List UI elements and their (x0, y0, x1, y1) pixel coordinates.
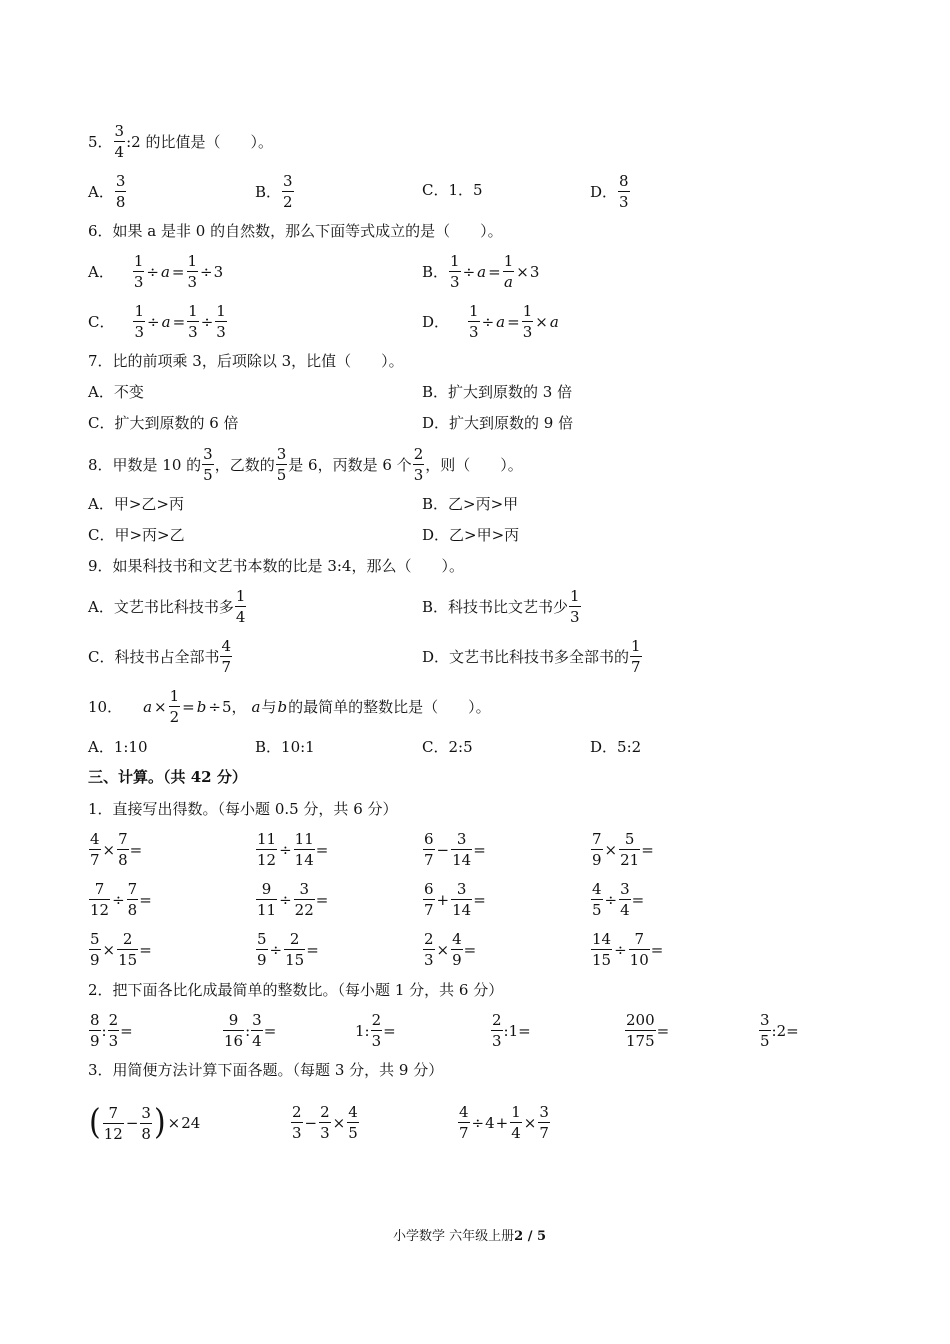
fraction: $\frac{4}{7}$ (90, 830, 100, 869)
fraction: $\frac{4}{9}$ (452, 930, 462, 969)
q9-option-b: B．科技书比文艺书少 1 3 (422, 587, 580, 626)
page-number: 2 / 5 (514, 1229, 547, 1244)
q10-option-b: B．10:1 (255, 738, 315, 756)
fraction: $\frac{7}{9}$ (592, 830, 602, 869)
q9-option-c: C．科技书占全部书 4 7 (88, 637, 232, 676)
fraction: $\frac{4}{5}$ (592, 880, 602, 919)
arithmetic-item: $\frac{4}{7}$ × $\frac{7}{8}$ = (90, 830, 143, 869)
fraction: $\frac{7}{10}$ (629, 930, 649, 969)
part-1-instruction: 1．直接写出得数。（每小题 0.5 分，共 6 分） (88, 800, 398, 818)
ratio-item: 9 16 : $\frac{3}{4}$ = (224, 1011, 277, 1050)
fraction: 3 4 (114, 122, 125, 161)
fraction: $\frac{2}{15}$ (285, 930, 305, 969)
ratio-item: 1 : $\frac{2}{3}$ = (355, 1011, 396, 1050)
q7-option-a: A．不变 (88, 383, 144, 401)
simplify-expression-3: $\frac{4}{7}$ ÷ 4 + $\frac{1}{4}$ × $\frac{3}{7}$ (459, 1103, 549, 1142)
simplify-expression-2: 2 3 − $\frac{2}{3}$ × $\frac{4}{5}$ (292, 1103, 358, 1142)
question-8-stem: 8．甲数是 10 的 3 5 ，乙数的 3 5 是 6，丙数是 6 个 2 3 ，则（ ）。 (88, 445, 523, 484)
q5-option-b: B． 3 2 (255, 172, 293, 211)
arithmetic-item: $\frac{2}{3}$ × $\frac{4}{9}$ = (424, 930, 477, 969)
fraction: 6 7 (424, 830, 434, 869)
fraction: 3 2 (283, 172, 293, 211)
q8-option-a: A．甲>乙>丙 (88, 495, 184, 513)
fraction: $\frac{3}{14}$ (452, 830, 472, 869)
q8-option-b: B．乙>丙>甲 (422, 495, 519, 513)
arithmetic-item: $\frac{5}{9}$ ÷ $\frac{2}{15}$ = (257, 930, 319, 969)
arithmetic-item: $\frac{7}{12}$ ÷ $\frac{7}{8}$ = (90, 880, 152, 919)
section-heading: 三、计算。（共 42 分） (88, 768, 247, 786)
fraction: $\frac{3}{4}$ (620, 880, 630, 919)
q9-option-d: D．文艺书比科技书多全部书的 1 7 (422, 637, 641, 676)
fraction: $\frac{7}{12}$ (90, 880, 110, 919)
q6-option-b: B． $\frac{1}{3}$ ÷ a = $\frac{1}{a}$ × 3 (422, 252, 540, 291)
arithmetic-item: $\frac{4}{5}$ ÷ $\frac{3}{4}$ = (592, 880, 645, 919)
question-10-stem: 10． a × $\frac{1}{2}$ = b ÷ 5 ， a 与 b 的最简单的整数比是（ ）。 (88, 687, 491, 726)
q10-option-c: C．2:5 (422, 738, 473, 756)
fraction: $\frac{11}{14}$ (294, 830, 314, 869)
page-footer (393, 1228, 546, 1246)
fraction: $\frac{9}{11}$ (257, 880, 277, 919)
q10-option-a: A．1:10 (88, 738, 148, 756)
fraction: 3 8 (115, 172, 126, 211)
fraction: $\frac{3}{14}$ (452, 880, 472, 919)
fraction: $\frac{5}{9}$ (257, 930, 267, 969)
q10-option-d: D．5:2 (590, 738, 642, 756)
arithmetic-item: $\frac{14}{15}$ ÷ $\frac{7}{10}$ = (592, 930, 664, 969)
fraction: $\frac{7}{8}$ (127, 880, 138, 919)
q8-option-c: C．甲>丙>乙 (88, 526, 185, 544)
arithmetic-item: $\frac{7}{9}$ × $\frac{5}{21}$ = (592, 830, 654, 869)
arithmetic-item: $\frac{11}{12}$ ÷ $\frac{11}{14}$ = (257, 830, 329, 869)
arithmetic-item: $\frac{5}{9}$ × $\frac{2}{15}$ = (90, 930, 152, 969)
fraction: $\frac{5}{9}$ (90, 930, 100, 969)
fraction: $\frac{2}{3}$ (424, 930, 434, 969)
ratio-item: 8 9 : $\frac{2}{3}$ = (90, 1011, 133, 1050)
q7-option-d: D．扩大到原数的 9 倍 (422, 414, 574, 432)
part-2-instruction: 2．把下面各比化成最简单的整数比。（每小题 1 分，共 6 分） (88, 981, 504, 999)
question-number: 5． (88, 132, 113, 151)
q6-option-d: D． $\frac{1}{3}$ ÷ a = $\frac{1}{3}$ × a (422, 302, 559, 341)
q7-option-b: B．扩大到原数的 3 倍 (422, 383, 573, 401)
question-6-stem: 6．如果 a 是非 0 的自然数，那么下面等式成立的是（ ）。 (88, 222, 503, 240)
q6-option-a: A． $\frac{1}{3}$ ÷ a = $\frac{1}{3}$ ÷ 3 (88, 252, 224, 291)
ratio-item: $\frac{200}{175}$ = (626, 1011, 670, 1050)
ratio-item: 2 3 : 1 = (492, 1011, 531, 1050)
question-7-stem: 7．比的前项乘 3，后项除以 3，比值（ ）。 (88, 352, 404, 370)
question-9-stem: 9．如果科技书和文艺书本数的比是 3:4，那么（ ）。 (88, 557, 464, 575)
fraction: $\frac{11}{12}$ (257, 830, 277, 869)
q8-option-d: D．乙>甲>丙 (422, 526, 520, 544)
arithmetic-item: $\frac{9}{11}$ ÷ $\frac{3}{22}$ = (257, 880, 329, 919)
fraction: 8 3 (619, 172, 629, 211)
ratio-item: 3 5 : 2 = (760, 1011, 799, 1050)
q5-option-c: C． 1．5 (422, 181, 483, 199)
question-text: :2 的比值是（ ）。 (126, 132, 273, 151)
q6-option-c: C． $\frac{1}{3}$ ÷ a = $\frac{1}{3}$ ÷ $\frac{1}{3}$ (88, 302, 226, 341)
q5-option-d: D． 8 3 (590, 172, 629, 211)
part-3-instruction: 3．用简便方法计算下面各题。（每题 3 分，共 9 分） (88, 1061, 444, 1079)
simplify-expression-1: ( 7 12 − $\frac{3}{8}$ ) × 24 (89, 1102, 201, 1143)
q7-option-c: C．扩大到原数的 6 倍 (88, 414, 239, 432)
question-5-stem (88, 122, 273, 161)
q9-option-a: A．文艺书比科技书多 1 4 (88, 587, 246, 626)
arithmetic-item: 6 7 − $\frac{3}{14}$ = (424, 830, 486, 869)
fraction: $\frac{14}{15}$ (592, 930, 612, 969)
fraction: $\frac{3}{22}$ (294, 880, 314, 919)
footer-title: 小学数学 六年级上册 (393, 1229, 515, 1244)
fraction: $\frac{2}{15}$ (118, 930, 138, 969)
arithmetic-item: 6 7 + $\frac{3}{14}$ = (424, 880, 486, 919)
fraction: $\frac{7}{8}$ (118, 830, 128, 869)
fraction: $\frac{5}{21}$ (620, 830, 640, 869)
q5-option-a: A． 3 8 (88, 172, 126, 211)
fraction: 6 7 (424, 880, 434, 919)
